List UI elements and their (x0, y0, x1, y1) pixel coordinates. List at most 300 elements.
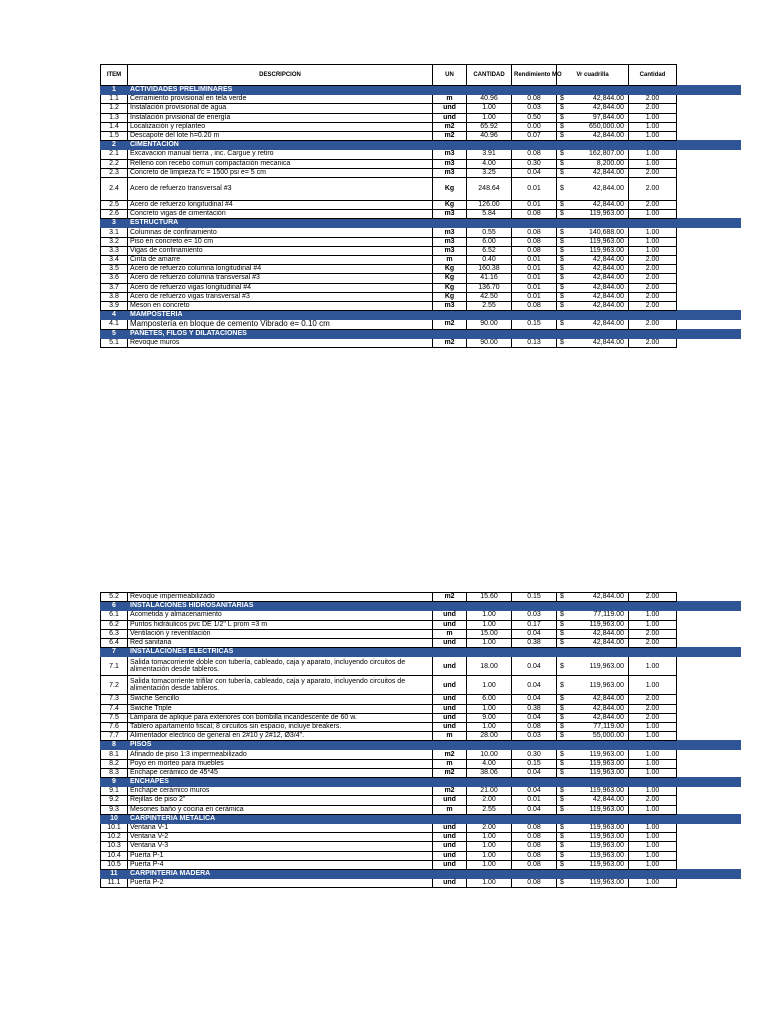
item-description: Mesones baño y cocina en cerámica (128, 805, 433, 814)
table-row (101, 768, 741, 777)
item-quantity: 126.00 (467, 200, 512, 209)
item-quantity: 3.25 (467, 168, 512, 177)
item-vr-cuadrilla (557, 768, 629, 777)
item-description: Excavacion manual tierra , inc. Cargue y retiro (128, 150, 433, 159)
item-number: 3.6 (101, 274, 128, 283)
item-number: 3.4 (101, 256, 128, 265)
item-quantity: 2.55 (467, 301, 512, 310)
item-quantity: 1.00 (467, 113, 512, 122)
amount-value: 42,844.00 (592, 283, 624, 291)
item-quantity: 40.96 (467, 131, 512, 140)
item-unit: m2 (433, 131, 467, 140)
table-row (101, 732, 741, 741)
table-row (101, 104, 741, 113)
item-description: Acero de refuerzo vigas transversal #3 (128, 292, 433, 301)
currency-symbol: $ (560, 113, 564, 121)
item-description: Red sanitaria (128, 638, 433, 647)
item-rendimiento: 0.08 (512, 95, 557, 104)
item-unit: m2 (433, 320, 467, 329)
item-rendimiento: 0.03 (512, 611, 557, 620)
item-unit: und (433, 851, 467, 860)
currency-symbol: $ (560, 713, 564, 721)
item-description: Revoque impermeabilizado (128, 593, 433, 602)
amount-value: 119,963.00 (589, 860, 624, 868)
item-cantidad: 1.00 (629, 759, 677, 768)
item-cantidad: 1.00 (629, 237, 677, 246)
item-unit: und (433, 713, 467, 722)
currency-symbol: $ (560, 732, 564, 740)
amount-value: 42,844.00 (592, 629, 624, 637)
section-header-row (101, 869, 741, 878)
table-row (101, 265, 741, 274)
item-quantity: 5.84 (467, 210, 512, 219)
item-vr-cuadrilla (557, 722, 629, 731)
item-cantidad: 1.00 (629, 750, 677, 759)
item-cantidad: 2.00 (629, 593, 677, 602)
currency-symbol: $ (560, 879, 564, 887)
item-vr-cuadrilla (557, 104, 629, 113)
item-number: 6.2 (101, 620, 128, 629)
item-cantidad: 2.00 (629, 704, 677, 713)
table-row (101, 722, 741, 731)
table-row (101, 256, 741, 265)
currency-symbol: $ (560, 122, 564, 130)
item-unit: m3 (433, 228, 467, 237)
item-description: Descapote del lote h=0.20 m (128, 131, 433, 140)
row-blank (677, 851, 741, 860)
item-number: 10.5 (101, 860, 128, 869)
currency-symbol: $ (560, 796, 564, 804)
item-number: 8.2 (101, 759, 128, 768)
item-vr-cuadrilla (557, 879, 629, 888)
item-quantity: 0.55 (467, 228, 512, 237)
section-title: PISOS (128, 741, 741, 750)
item-number: 1.3 (101, 113, 128, 122)
section-header-row (101, 648, 741, 657)
item-rendimiento: 0.04 (512, 676, 557, 695)
header-cantidad: CANTIDAD (467, 65, 512, 86)
row-blank (677, 611, 741, 620)
item-number: 3.2 (101, 237, 128, 246)
table-row (101, 122, 741, 131)
row-blank (677, 860, 741, 869)
amount-value: 119,963.00 (589, 210, 624, 218)
item-quantity: 0.40 (467, 256, 512, 265)
item-rendimiento: 0.08 (512, 210, 557, 219)
row-blank (677, 113, 741, 122)
item-vr-cuadrilla (557, 274, 629, 283)
currency-symbol: $ (560, 704, 564, 712)
item-number: 1.2 (101, 104, 128, 113)
item-rendimiento: 0.01 (512, 796, 557, 805)
row-blank (677, 237, 741, 246)
item-rendimiento: 0.08 (512, 301, 557, 310)
item-number: 7.1 (101, 657, 128, 676)
item-cantidad: 1.00 (629, 246, 677, 255)
item-description: Afinado de piso 1:3 impermeabilizado (128, 750, 433, 759)
item-number: 10.1 (101, 823, 128, 832)
amount-value: 42,844.00 (592, 104, 624, 112)
table-row (101, 638, 741, 647)
item-quantity: 65.92 (467, 122, 512, 131)
item-cantidad: 2.00 (629, 629, 677, 638)
currency-symbol: $ (560, 851, 564, 859)
item-rendimiento: 0.08 (512, 246, 557, 255)
item-rendimiento: 0.00 (512, 122, 557, 131)
currency-symbol: $ (560, 256, 564, 264)
item-cantidad: 2.00 (629, 200, 677, 209)
section-header-row (101, 602, 741, 611)
row-blank (677, 768, 741, 777)
item-unit: m2 (433, 122, 467, 131)
item-quantity: 1.00 (467, 860, 512, 869)
item-description: Ventana V-1 (128, 823, 433, 832)
item-cantidad: 1.00 (629, 879, 677, 888)
item-cantidad: 1.00 (629, 732, 677, 741)
item-unit: und (433, 722, 467, 731)
item-vr-cuadrilla (557, 833, 629, 842)
item-vr-cuadrilla (557, 246, 629, 255)
item-cantidad: 1.00 (629, 228, 677, 237)
table-row (101, 842, 741, 851)
currency-symbol: $ (560, 132, 564, 140)
item-cantidad: 1.00 (629, 722, 677, 731)
amount-value: 42,844.00 (592, 292, 624, 300)
section-header-row (101, 778, 741, 787)
section-title: ACTIVIDADES PRELIMINARES (128, 86, 741, 95)
row-blank (677, 787, 741, 796)
item-cantidad: 2.00 (629, 301, 677, 310)
item-vr-cuadrilla (557, 713, 629, 722)
item-rendimiento: 0.01 (512, 177, 557, 200)
currency-symbol: $ (560, 629, 564, 637)
item-vr-cuadrilla (557, 620, 629, 629)
item-quantity: 1.00 (467, 851, 512, 860)
row-blank (677, 104, 741, 113)
item-description: Acero de refuerzo longitudinal #4 (128, 200, 433, 209)
table-row (101, 338, 741, 347)
item-cantidad: 2.00 (629, 695, 677, 704)
item-number: 8.1 (101, 750, 128, 759)
amount-value: 119,963.00 (589, 805, 624, 813)
section-number: 1 (101, 86, 128, 95)
row-blank (677, 713, 741, 722)
item-unit: und (433, 860, 467, 869)
item-vr-cuadrilla (557, 228, 629, 237)
item-number: 3.9 (101, 301, 128, 310)
item-vr-cuadrilla (557, 593, 629, 602)
row-blank (677, 338, 741, 347)
table-row (101, 676, 741, 695)
section-title: CIMENTACION (128, 141, 741, 150)
item-number: 7.3 (101, 695, 128, 704)
amount-value: 42,844.00 (592, 695, 624, 703)
item-quantity: 6.52 (467, 246, 512, 255)
section-number: 11 (101, 869, 128, 878)
item-description: Concreto vigas de cimentación (128, 210, 433, 219)
amount-value: 42,844.00 (592, 713, 624, 721)
item-rendimiento: 0.03 (512, 104, 557, 113)
row-blank (677, 796, 741, 805)
item-cantidad: 2.00 (629, 283, 677, 292)
budget-table-page-2 (100, 592, 741, 888)
currency-symbol: $ (560, 787, 564, 795)
item-rendimiento: 0.01 (512, 292, 557, 301)
row-blank (677, 695, 741, 704)
item-rendimiento: 0.08 (512, 860, 557, 869)
currency-symbol: $ (560, 611, 564, 619)
row-blank (677, 283, 741, 292)
amount-value: 119,963.00 (589, 879, 624, 887)
item-unit: m3 (433, 237, 467, 246)
item-description: Ventana V-2 (128, 833, 433, 842)
table-row (101, 168, 741, 177)
item-description: Ventilación y reventilación (128, 629, 433, 638)
item-vr-cuadrilla (557, 611, 629, 620)
table-row (101, 246, 741, 255)
item-description: Tablero apartamento fiscal; 8 circuitos sin espacio, incluye breakers. (128, 722, 433, 731)
table-row (101, 759, 741, 768)
row-blank (677, 95, 741, 104)
item-rendimiento: 0.04 (512, 695, 557, 704)
amount-value: 119,963.00 (589, 833, 624, 841)
item-unit: und (433, 611, 467, 620)
item-vr-cuadrilla (557, 159, 629, 168)
item-quantity: 1.00 (467, 879, 512, 888)
item-number: 5.2 (101, 593, 128, 602)
item-quantity: 1.00 (467, 611, 512, 620)
item-number: 2.4 (101, 177, 128, 200)
item-unit: Kg (433, 292, 467, 301)
item-quantity: 1.00 (467, 676, 512, 695)
item-description: Acometida y almacenamiento (128, 611, 433, 620)
item-quantity: 1.00 (467, 620, 512, 629)
currency-symbol: $ (560, 620, 564, 628)
amount-value: 42,844.00 (592, 200, 624, 208)
amount-value: 42,844.00 (592, 256, 624, 264)
section-title: ENCHAPES (128, 778, 741, 787)
row-blank (677, 131, 741, 140)
item-cantidad: 1.00 (629, 851, 677, 860)
item-vr-cuadrilla (557, 860, 629, 869)
item-number: 7.5 (101, 713, 128, 722)
item-rendimiento: 0.07 (512, 131, 557, 140)
row-blank (677, 732, 741, 741)
table-row (101, 879, 741, 888)
item-cantidad: 1.00 (629, 860, 677, 869)
row-blank (677, 704, 741, 713)
row-blank (677, 593, 741, 602)
row-blank (677, 274, 741, 283)
item-number: 3.1 (101, 228, 128, 237)
item-number: 2.1 (101, 150, 128, 159)
section-number: 2 (101, 141, 128, 150)
section-number: 7 (101, 648, 128, 657)
item-unit: und (433, 879, 467, 888)
amount-value: 119,963.00 (589, 759, 624, 767)
row-blank (677, 722, 741, 731)
header-item: ITEM (101, 65, 128, 86)
currency-symbol: $ (560, 662, 564, 670)
item-unit: und (433, 842, 467, 851)
section-header-row (101, 219, 741, 228)
table-row (101, 237, 741, 246)
row-blank (677, 122, 741, 131)
item-description: Puntos hidráulicos pvc DE 1/2" L prom =3 m (128, 620, 433, 629)
row-blank (677, 823, 741, 832)
item-rendimiento: 0.04 (512, 768, 557, 777)
item-number: 7.2 (101, 676, 128, 695)
item-vr-cuadrilla (557, 796, 629, 805)
item-description: Meson en concreto (128, 301, 433, 310)
currency-symbol: $ (560, 246, 564, 254)
table-row (101, 833, 741, 842)
item-vr-cuadrilla (557, 177, 629, 200)
table-row (101, 228, 741, 237)
item-cantidad: 1.00 (629, 787, 677, 796)
item-number: 2.5 (101, 200, 128, 209)
item-cantidad: 2.00 (629, 256, 677, 265)
item-cantidad: 1.00 (629, 823, 677, 832)
item-vr-cuadrilla (557, 237, 629, 246)
item-description: Poyo en morteo para muebles (128, 759, 433, 768)
item-cantidad: 1.00 (629, 657, 677, 676)
item-unit: m (433, 732, 467, 741)
item-cantidad: 2.00 (629, 292, 677, 301)
item-unit: m (433, 805, 467, 814)
currency-symbol: $ (560, 338, 564, 346)
item-quantity: 248.64 (467, 177, 512, 200)
amount-value: 77,119.00 (593, 611, 624, 619)
item-description: Alimentador electrico de general en 2#10 y 2#12, Ø3/4". (128, 732, 433, 741)
item-description: Acero de refuerzo transversal #3 (128, 177, 433, 200)
item-vr-cuadrilla (557, 629, 629, 638)
item-description: Enchape cerámico muros (128, 787, 433, 796)
section-number: 3 (101, 219, 128, 228)
item-rendimiento: 0.04 (512, 805, 557, 814)
item-rendimiento: 0.15 (512, 759, 557, 768)
item-vr-cuadrilla (557, 292, 629, 301)
amount-value: 140,688.00 (588, 228, 624, 236)
item-rendimiento: 0.08 (512, 150, 557, 159)
row-blank (677, 200, 741, 209)
item-unit: und (433, 823, 467, 832)
item-unit: m (433, 95, 467, 104)
item-cantidad: 2.00 (629, 796, 677, 805)
amount-value: 119,963.00 (589, 662, 624, 670)
item-rendimiento: 0.08 (512, 823, 557, 832)
section-title: INSTALACIONES ELECTRICAS (128, 648, 741, 657)
table-row (101, 210, 741, 219)
item-rendimiento: 0.01 (512, 200, 557, 209)
currency-symbol: $ (560, 681, 564, 689)
item-number: 1.4 (101, 122, 128, 131)
item-cantidad: 2.00 (629, 168, 677, 177)
row-blank (677, 842, 741, 851)
item-number: 10.3 (101, 842, 128, 851)
table-row (101, 177, 741, 200)
item-vr-cuadrilla (557, 695, 629, 704)
item-vr-cuadrilla (557, 732, 629, 741)
item-quantity: 4.00 (467, 759, 512, 768)
table-row (101, 150, 741, 159)
header-un: UN (433, 65, 467, 86)
row-blank (677, 246, 741, 255)
currency-symbol: $ (560, 159, 564, 167)
item-unit: m3 (433, 150, 467, 159)
item-number: 2.3 (101, 168, 128, 177)
item-rendimiento: 0.08 (512, 722, 557, 731)
item-quantity: 21.00 (467, 787, 512, 796)
currency-symbol: $ (560, 150, 564, 158)
item-quantity: 136.70 (467, 283, 512, 292)
item-quantity: 6.00 (467, 237, 512, 246)
item-rendimiento: 0.15 (512, 593, 557, 602)
item-cantidad: 2.00 (629, 177, 677, 200)
item-number: 10.2 (101, 833, 128, 842)
item-vr-cuadrilla (557, 823, 629, 832)
amount-value: 42,844.00 (592, 302, 624, 310)
amount-value: 8,200.00 (596, 159, 624, 167)
item-unit: Kg (433, 283, 467, 292)
amount-value: 119,963.00 (589, 750, 624, 758)
item-cantidad: 1.00 (629, 805, 677, 814)
item-rendimiento: 0.38 (512, 638, 557, 647)
item-description: Puerta P-2 (128, 879, 433, 888)
item-number: 10.4 (101, 851, 128, 860)
row-blank (677, 210, 741, 219)
item-number: 2.6 (101, 210, 128, 219)
item-vr-cuadrilla (557, 200, 629, 209)
item-quantity: 1.00 (467, 104, 512, 113)
section-header-row (101, 141, 741, 150)
item-unit: m3 (433, 246, 467, 255)
item-rendimiento: 0.08 (512, 228, 557, 237)
table-row (101, 200, 741, 209)
amount-value: 42,844.00 (592, 639, 624, 647)
currency-symbol: $ (560, 842, 564, 850)
amount-value: 119,963.00 (589, 842, 624, 850)
item-unit: m2 (433, 593, 467, 602)
currency-symbol: $ (560, 593, 564, 601)
amount-value: 42,844.00 (592, 704, 624, 712)
item-description: Acero de refuerzo columna longitudinal #4 (128, 265, 433, 274)
table-row (101, 860, 741, 869)
item-unit: und (433, 657, 467, 676)
item-cantidad: 1.00 (629, 676, 677, 695)
item-rendimiento: 0.08 (512, 833, 557, 842)
table-body (101, 593, 741, 888)
item-quantity: 2.00 (467, 796, 512, 805)
header-descripcion: DESCRIPCION (128, 65, 433, 86)
item-description: Vigas de confinamiento (128, 246, 433, 255)
amount-value: 42,844.00 (592, 796, 624, 804)
item-number: 7.7 (101, 732, 128, 741)
item-cantidad: 1.00 (629, 842, 677, 851)
item-quantity: 3.91 (467, 150, 512, 159)
row-blank (677, 228, 741, 237)
item-cantidad: 1.00 (629, 131, 677, 140)
item-unit: m2 (433, 787, 467, 796)
section-number: 4 (101, 311, 128, 320)
table-row (101, 292, 741, 301)
item-quantity: 1.00 (467, 704, 512, 713)
row-blank (677, 676, 741, 695)
item-description: Lámpara de aplique para exteriores con bombilla incandescente de 60 w. (128, 713, 433, 722)
currency-symbol: $ (560, 210, 564, 218)
budget-table-page-1 (100, 64, 741, 348)
item-quantity: 4.00 (467, 159, 512, 168)
